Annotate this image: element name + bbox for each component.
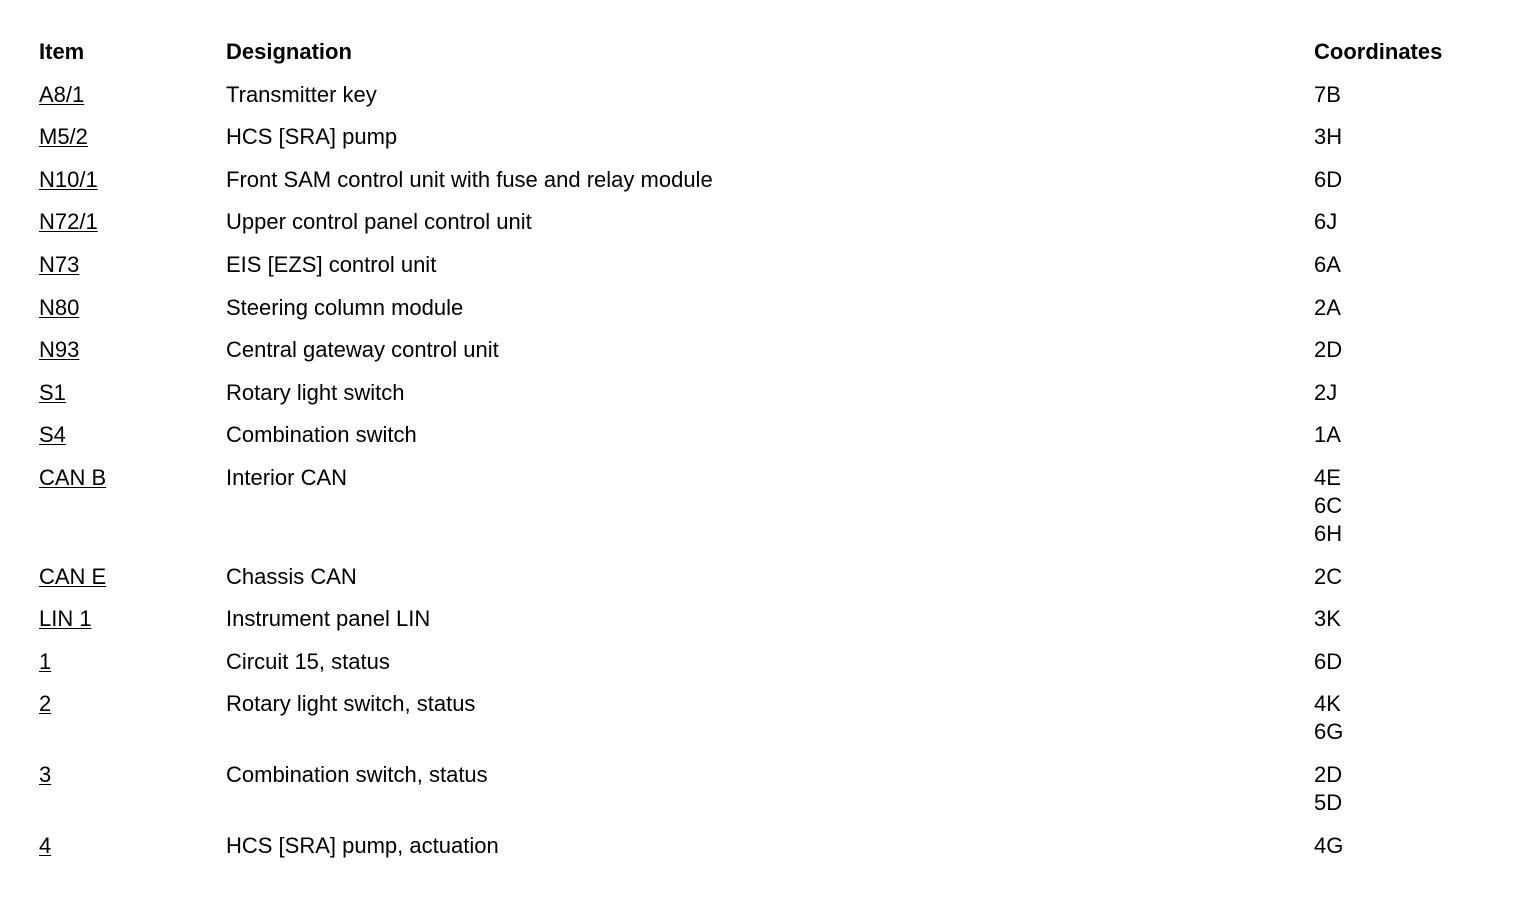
header-coordinates: Coordinates	[1314, 39, 1443, 64]
coordinates-cell	[1314, 166, 1479, 194]
legend-row	[39, 123, 1479, 151]
item-cell	[39, 379, 226, 407]
coordinate-value: 6D	[1314, 166, 1343, 192]
item-link[interactable]: S4	[39, 422, 66, 448]
coordinates-cell	[1314, 648, 1479, 676]
item-link[interactable]: CAN E	[39, 563, 107, 589]
header-item: Item	[39, 39, 85, 64]
legend-row	[39, 421, 1479, 449]
legend-row	[39, 81, 1479, 109]
legend-row	[39, 336, 1479, 364]
legend-row	[39, 761, 1479, 817]
item-cell	[39, 464, 226, 492]
coordinate-value: 3K	[1314, 606, 1341, 632]
legend-row	[39, 832, 1479, 860]
item-cell	[39, 648, 226, 676]
item-link[interactable]: 2	[39, 691, 52, 717]
designation-cell: HCS [SRA] pump, actuation	[226, 832, 499, 858]
legend-row	[39, 690, 1479, 746]
coordinate-value: 2C	[1314, 563, 1343, 589]
coordinate-value: 4K	[1314, 691, 1341, 717]
designation-cell: Rotary light switch	[226, 379, 405, 405]
coordinates-cell	[1314, 336, 1479, 364]
coordinates-cell	[1314, 690, 1479, 746]
legend-row	[39, 294, 1479, 322]
coordinate-value: 4G	[1314, 832, 1344, 858]
coordinate-value: 2D	[1314, 337, 1343, 363]
item-link[interactable]: 4	[39, 832, 52, 858]
coordinate-value: 6H	[1314, 520, 1343, 546]
header-designation: Designation	[226, 39, 352, 64]
designation-cell: Front SAM control unit with fuse and relay module	[226, 166, 713, 192]
designation-cell: Interior CAN	[226, 464, 348, 490]
item-link[interactable]: CAN B	[39, 464, 107, 490]
coordinates-cell	[1314, 123, 1479, 151]
item-cell	[39, 166, 226, 194]
legend-row	[39, 208, 1479, 236]
coordinate-value: 5D	[1314, 789, 1343, 815]
item-cell	[39, 294, 226, 322]
coordinate-value: 6D	[1314, 648, 1343, 674]
designation-cell: HCS [SRA] pump	[226, 124, 398, 150]
legend-header-row	[39, 38, 1479, 66]
item-link[interactable]: S1	[39, 379, 66, 405]
coordinates-cell	[1314, 761, 1479, 817]
coordinate-value: 6J	[1314, 209, 1338, 235]
designation-cell: Steering column module	[226, 294, 464, 320]
coordinates-cell	[1314, 832, 1479, 860]
item-cell	[39, 336, 226, 364]
item-cell	[39, 208, 226, 236]
item-cell	[39, 563, 226, 591]
coordinate-value: 3H	[1314, 124, 1343, 150]
coordinate-value: 4E	[1314, 464, 1341, 490]
coordinate-value: 6A	[1314, 251, 1341, 277]
coordinates-cell	[1314, 563, 1479, 591]
designation-cell: EIS [EZS] control unit	[226, 251, 437, 277]
designation-cell: Combination switch	[226, 422, 417, 448]
designation-cell: Transmitter key	[226, 81, 377, 107]
legend-row	[39, 379, 1479, 407]
legend-rows	[39, 81, 1479, 860]
legend-row	[39, 464, 1479, 548]
item-cell	[39, 251, 226, 279]
item-link[interactable]: 3	[39, 761, 52, 787]
item-cell	[39, 761, 226, 789]
item-link[interactable]: M5/2	[39, 124, 88, 150]
item-link[interactable]: LIN 1	[39, 606, 92, 632]
coordinate-value: 2A	[1314, 294, 1341, 320]
coordinates-cell	[1314, 294, 1479, 322]
designation-cell: Circuit 15, status	[226, 648, 390, 674]
coordinates-cell	[1314, 605, 1479, 633]
designation-cell: Rotary light switch, status	[226, 691, 476, 717]
item-link[interactable]: N73	[39, 251, 80, 277]
designation-cell: Instrument panel LIN	[226, 606, 431, 632]
designation-cell: Central gateway control unit	[226, 337, 499, 363]
designation-cell: Upper control panel control unit	[226, 209, 532, 235]
designation-cell: Chassis CAN	[226, 563, 357, 589]
legend-table	[39, 38, 1479, 874]
item-link[interactable]: 1	[39, 648, 52, 674]
item-link[interactable]: N80	[39, 294, 80, 320]
item-link[interactable]: N93	[39, 337, 80, 363]
item-cell	[39, 123, 226, 151]
item-link[interactable]: A8/1	[39, 81, 85, 107]
designation-cell: Combination switch, status	[226, 761, 488, 787]
coordinate-value: 6C	[1314, 492, 1343, 518]
coordinates-cell	[1314, 421, 1479, 449]
item-cell	[39, 832, 226, 860]
legend-row	[39, 251, 1479, 279]
legend-row	[39, 563, 1479, 591]
coordinates-cell	[1314, 379, 1479, 407]
coordinate-value: 7B	[1314, 81, 1341, 107]
legend-row	[39, 648, 1479, 676]
coordinate-value: 2D	[1314, 761, 1343, 787]
coordinate-value: 6G	[1314, 719, 1344, 745]
item-cell	[39, 81, 226, 109]
coordinates-cell	[1314, 251, 1479, 279]
legend-row	[39, 166, 1479, 194]
item-link[interactable]: N72/1	[39, 209, 98, 235]
coordinates-cell	[1314, 81, 1479, 109]
coordinates-cell	[1314, 208, 1479, 236]
item-cell	[39, 690, 226, 718]
item-cell	[39, 421, 226, 449]
coordinates-cell	[1314, 464, 1479, 548]
coordinate-value: 1A	[1314, 422, 1341, 448]
item-link[interactable]: N10/1	[39, 166, 98, 192]
item-cell	[39, 605, 226, 633]
coordinate-value: 2J	[1314, 379, 1338, 405]
legend-row	[39, 605, 1479, 633]
